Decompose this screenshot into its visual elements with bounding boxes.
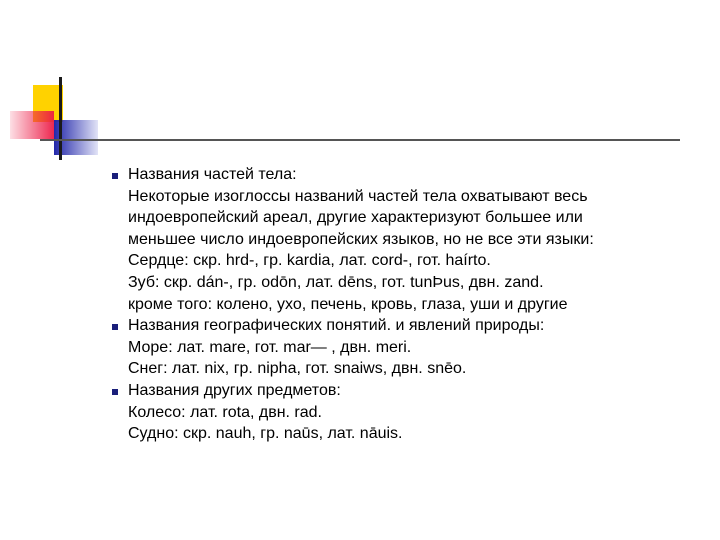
decor-vertical-line <box>59 77 62 160</box>
title-divider-line <box>40 139 680 141</box>
square-bullet-icon <box>112 173 118 179</box>
bullet-text-line: Некоторые изоглоссы названий частей тела охватывают весь <box>128 187 588 205</box>
bullet-text-line: Колесо: лат. rota, двн. rad. <box>128 403 322 421</box>
bullet-text-line: Снег: лат. nix, гр. nipha, гот. snaiws, двн. snēo. <box>128 360 467 378</box>
square-bullet-icon <box>112 389 118 395</box>
bullet-item-geography <box>112 315 692 380</box>
bullet-heading: Названия частей тела: <box>128 166 297 183</box>
bullet-list <box>112 164 692 445</box>
square-bullet-icon <box>112 324 118 330</box>
bullet-text-line: Сердце: скр. hrd-, гр. kardia, лат. cord-, гот. haírto. <box>128 252 491 270</box>
bullet-text-line: индоевропейский ареал, другие характеризуют большее или <box>128 209 583 227</box>
bullet-item-body-parts <box>112 164 692 315</box>
bullet-text-line: Зуб: скр. dán-, гр. odōn, лат. dēns, гот. tunÞus, двн. zand. <box>128 273 544 291</box>
bullet-text-line: кроме того: колено, ухо, печень, кровь, глаза, уши и другие <box>128 295 568 313</box>
bullet-text-line: меньшее число индоевропейских языков, но не все эти языки: <box>128 230 594 248</box>
bullet-text-line: Море: лат. mare, гот. mar— , двн. meri. <box>128 338 412 356</box>
bullet-item-other-objects <box>112 380 692 445</box>
decor-red-square <box>10 111 54 139</box>
bullet-text-line: Судно: скр. nauh, гр. naūs, лат. nāuis. <box>128 425 403 443</box>
bullet-heading: Названия географических понятий. и явлений природы: <box>128 317 545 335</box>
bullet-heading: Названия других предметов: <box>128 381 341 399</box>
